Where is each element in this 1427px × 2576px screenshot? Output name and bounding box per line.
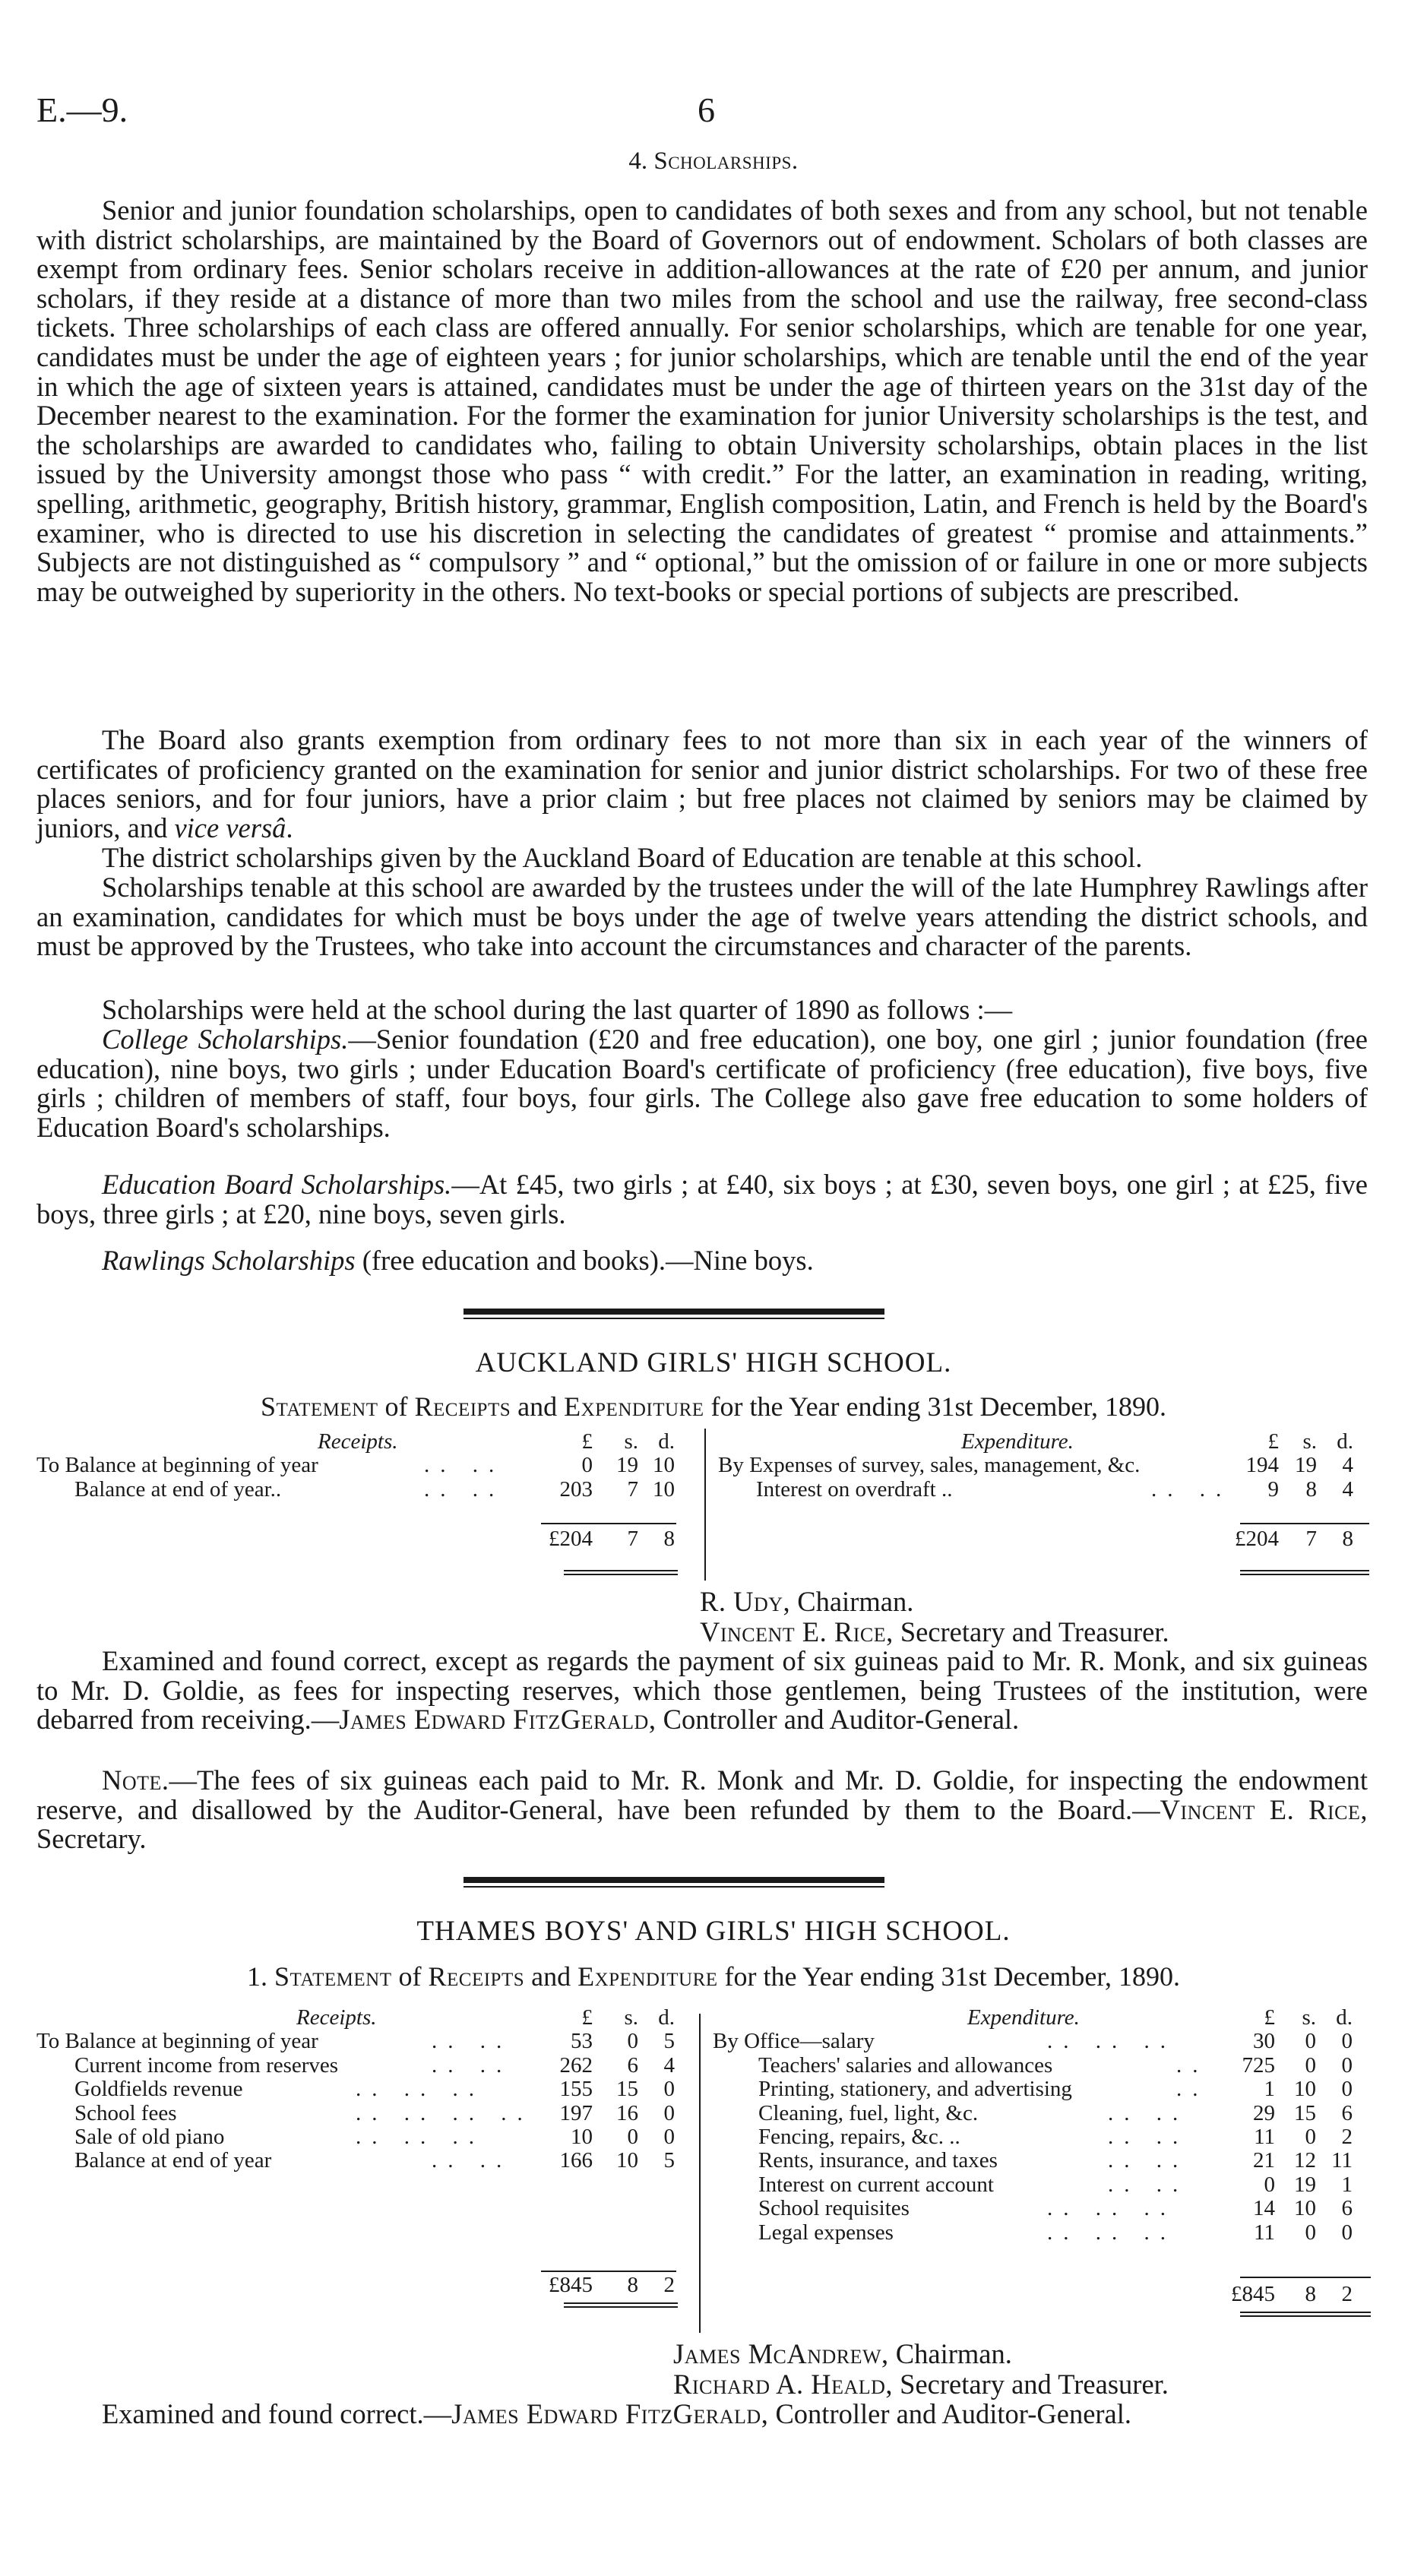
ledger-label: Printing, stationery, and advertising: [758, 2077, 1072, 2102]
ledger-label: By Office—salary: [713, 2029, 875, 2054]
amount-pounds: 166: [559, 2148, 593, 2173]
paragraph-text: —At £45, two girls ; at £40, six boys ; at £30, seven boys, one girl ; at £25, five boys, three girls ; at £20, nine boys, seven girls.: [36, 1169, 1368, 1229]
amount-shillings: 0: [1305, 2124, 1316, 2149]
paragraph-text: —Senior foundation (£20 and free education), one boy, one girl ; junior foundation (free education), nine boys, two girls ; under Education Board's certificate of proficiency (free education), five boys, five girls ; children of members of staff, four boys, four girls. The College also gave free education to some holders of Education Board's scholarships.: [36, 1024, 1368, 1143]
amount-shillings: 19: [1294, 2172, 1316, 2197]
statement-period: for the Year ending 31st December, 1890.: [717, 1961, 1180, 1992]
amount-shillings: 10: [1294, 2196, 1316, 2221]
scholarships-paragraph-7: [36, 1170, 1368, 1229]
receipts-sum-rule: [541, 1523, 676, 1524]
leader-dots: .. .. .. ..: [356, 2100, 533, 2125]
pence-col-header: d.: [1336, 2005, 1353, 2030]
pounds-col-header: £: [1267, 1429, 1279, 1454]
ledger-row: [713, 2125, 1374, 2149]
signatory-role: Chairman.: [888, 2338, 1012, 2369]
pounds-col-header: £: [581, 2005, 593, 2030]
note-role: Secretary.: [36, 1823, 147, 1855]
receipts-total-shillings: 8: [627, 2273, 638, 2297]
ledger-row: [36, 2149, 682, 2173]
note-label: Note.: [102, 1764, 169, 1796]
ledger-row: [36, 2125, 682, 2149]
leader-dots: .. ..: [432, 2052, 513, 2078]
paragraph-text: The Board also grants exemption from ordinary fees to not more than six in each year of the winners of certificates of proficiency granted on the examination for senior and junior district scholarships. For two of these free places seniors, and for four juniors, have a prior claim ; but free places not claimed by seniors may be claimed by juniors, and: [36, 724, 1368, 843]
section-number: 4.: [628, 147, 648, 175]
amount-pounds: 14: [1253, 2196, 1275, 2221]
expenditure-total-pounds: £204: [1235, 1527, 1279, 1551]
statement-of: of: [378, 1391, 415, 1422]
ledger-label: School fees: [74, 2100, 177, 2125]
scholarships-paragraph-8: [36, 1246, 1368, 1276]
amount-pence: 0: [1341, 2029, 1353, 2054]
thames-chairman-signature: [673, 2339, 1012, 2369]
ledger-row: [713, 2102, 1374, 2125]
latin-phrase: vice versâ: [174, 812, 286, 843]
scholarships-paragraph-1: Senior and junior foundation scholarships, open to candidates of both sexes and from any school, but not tenable with district scholarships, are maintained by the Board of Governors out of endowment. Scholars of both classes are exempt from ordinary fees. Senior scholars receive in addition-allowances at the rate of £20 per annum, and junior scholars, if they reside at a distance of more than two miles from the school and use the railway, free second-class tickets. Three scholarships of each class are offered annually. For senior scholarships, which are tenable for one year, candidates must be under the age of eighteen years ; for junior scholarships, which are tenable until the end of the year in which the age of sixteen years is attained, candidates must be under the age of thirteen years on the 31st day of the December nearest to the examination. For the former the examination for junior University scholarships is the test, and the scholarships are awarded to candidates who, failing to obtain University scholarships, obtain places in the list issued by the University amongst those who pass “ with credit.” For the latter, an examination in reading, writing, spelling, arithmetic, geography, British history, grammar, English composition, Latin, and French is held by the Board's examiner, who is directed to use his discretion in selecting the candidates of greatest “ promise and attainments.” Subjects are not distinguished as “ compulsory ” and “ optional,” but the omission of or failure in one or more subjects may be outweighed by superiority in the others. No text-books or special portions of subjects are prescribed.: [36, 195, 1368, 607]
amount-shillings: 15: [1294, 2100, 1316, 2125]
expenditure-total-shillings: 7: [1305, 1527, 1317, 1551]
leader-dots: .. ..: [1108, 2124, 1189, 2149]
leader-dots: .. .. ..: [356, 2124, 485, 2149]
receipts-total-pence: 8: [663, 1527, 675, 1551]
amount-pounds: 53: [571, 2029, 593, 2054]
section-heading-scholarships: [0, 147, 1427, 176]
pence-col-header: d.: [658, 1429, 675, 1454]
signatory-name: Vincent E. Rice,: [700, 1616, 894, 1647]
document-reference: E.—9.: [36, 90, 128, 129]
amount-pence: 0: [1341, 2220, 1353, 2245]
receipts-word: Receipts: [428, 1961, 525, 1992]
expenditure-word: Expenditure: [577, 1961, 718, 1992]
ledger-label: School requisites: [758, 2196, 910, 2221]
ledger-row: [713, 2221, 1374, 2245]
leader-dots: .. ..: [1151, 1476, 1232, 1502]
leader-dots: .. ..: [424, 1453, 505, 1478]
ledger-row: [713, 2197, 1374, 2220]
amount-pence: 0: [663, 2124, 675, 2149]
amount-shillings: 10: [1294, 2077, 1316, 2102]
signatory-role: Chairman.: [790, 1586, 914, 1617]
pence-col-header: d.: [1337, 1429, 1353, 1454]
paragraph-lead: Rawlings Scholarships: [102, 1245, 356, 1276]
amount-pounds: 155: [559, 2077, 593, 2102]
ledger-row: [36, 1454, 682, 1477]
auditor-name: James Edward FitzGerald,: [451, 2398, 769, 2429]
thames-receipts-table: [36, 2005, 682, 2297]
amount-shillings: 6: [627, 2052, 638, 2078]
scholarships-paragraph-6: [36, 1025, 1368, 1142]
amount-pounds: 1: [1264, 2077, 1275, 2102]
leader-dots: .. ..: [1108, 2100, 1189, 2125]
ledger-row: [36, 2030, 682, 2053]
thames-secretary-signature: [673, 2369, 1169, 2400]
ledger-row: [713, 2149, 1374, 2173]
auckland-title: AUCKLAND GIRLS' HIGH SCHOOL.: [475, 1347, 952, 1378]
receipts-total-rule: [564, 1570, 678, 1571]
auckland-expenditure-table: [718, 1429, 1372, 1551]
shillings-col-header: s.: [1302, 2005, 1316, 2030]
pounds-col-header: £: [1264, 2005, 1275, 2030]
paragraph-text: (free education and books).—Nine boys.: [355, 1245, 814, 1276]
receipts-total-pounds: £204: [549, 1527, 593, 1551]
expenditure-total-rule: [1240, 2312, 1371, 2313]
section-divider: [464, 1309, 884, 1315]
signatory-name: R. Udy,: [700, 1586, 791, 1617]
amount-pence: 0: [663, 2100, 675, 2125]
auditor-role: Controller and Auditor-General.: [656, 1704, 1020, 1736]
amount-shillings: 8: [1305, 1476, 1317, 1502]
amount-pounds: 10: [571, 2124, 593, 2149]
pounds-col-header: £: [581, 1429, 593, 1454]
paragraph-end: .: [286, 812, 293, 843]
scholarships-paragraph-3: The district scholarships given by the Auckland Board of Education are tenable at this school.: [102, 842, 1143, 873]
amount-pence: 2: [1341, 2124, 1353, 2149]
expenditure-word: Expenditure: [564, 1391, 704, 1422]
pence-col-header: d.: [658, 2005, 675, 2030]
ledger-label: Interest on overdraft ..: [756, 1476, 953, 1502]
ledger-label: To Balance at beginning of year: [36, 2029, 318, 2054]
statement-word: Statement: [261, 1391, 378, 1422]
amount-pounds: 9: [1267, 1476, 1279, 1502]
leader-dots: .. .. ..: [1047, 2029, 1176, 2054]
receipts-sum-rule: [541, 2271, 676, 2272]
note-text: —The fees of six guineas each paid to Mr. R. Monk and Mr. D. Goldie, for inspecting the endowment reserve, and disallowed by the Auditor-General, have been refunded by them to the Board.—: [36, 1764, 1368, 1825]
thames-title: THAMES BOYS' AND GIRLS' HIGH SCHOOL.: [416, 1916, 1011, 1947]
amount-pence: 1: [1341, 2172, 1353, 2197]
expenditure-total-pounds: £845: [1231, 2282, 1275, 2306]
section-title: Scholarships.: [653, 147, 799, 175]
amount-shillings: 0: [1305, 2029, 1316, 2054]
leader-dots: .. ..: [1108, 2172, 1189, 2197]
amount-pounds: 21: [1253, 2148, 1275, 2173]
amount-shillings: 0: [1305, 2220, 1316, 2245]
auckland-audit-statement: [36, 1647, 1368, 1735]
amount-pounds: 30: [1253, 2029, 1275, 2054]
leader-dots: .. .. ..: [356, 2077, 485, 2102]
ledger-label: By Expenses of survey, sales, management, &c.: [718, 1453, 1141, 1478]
auckland-column-divider: [704, 1429, 706, 1581]
ledger-label: Goldfields revenue: [74, 2077, 243, 2102]
amount-shillings: 15: [616, 2077, 638, 2102]
amount-pounds: 725: [1242, 2052, 1275, 2078]
leader-dots: .. ..: [432, 2029, 513, 2054]
ledger-label: Cleaning, fuel, light, &c.: [758, 2100, 979, 2125]
note-signatory: Vincent E. Rice,: [1160, 1793, 1368, 1825]
thames-expenditure-table: [713, 2005, 1374, 2306]
amount-pence: 4: [663, 2052, 675, 2078]
ledger-label: Sale of old piano: [74, 2124, 225, 2149]
leader-dots: ..: [1176, 2052, 1209, 2078]
amount-pounds: 11: [1254, 2124, 1275, 2149]
expenditure-total-rule-double: [1240, 1574, 1369, 1575]
thames-statement-heading: [0, 1960, 1427, 1992]
amount-pence: 6: [1341, 2196, 1353, 2221]
amount-pence: 6: [1341, 2100, 1353, 2125]
amount-pence: 0: [1341, 2052, 1353, 2078]
paragraph-lead: College Scholarships.: [102, 1024, 349, 1055]
expenditure-sum-rule: [1240, 2277, 1371, 2278]
statement-and: and: [524, 1961, 578, 1992]
ledger-label: Interest on current account: [758, 2172, 994, 2197]
amount-pence: 0: [663, 2077, 675, 2102]
section-divider: [464, 1877, 884, 1883]
ledger-label: Current income from reserves: [74, 2052, 339, 2078]
amount-shillings: 10: [616, 2148, 638, 2173]
expenditure-heading: Expenditure.: [967, 2005, 1080, 2030]
thames-audit-statement: [102, 2399, 1131, 2429]
expenditure-total-pence: 2: [1341, 2282, 1353, 2306]
statement-of: of: [391, 1961, 429, 1992]
expenditure-total-pence: 8: [1342, 1527, 1353, 1551]
auckland-receipts-table: [36, 1429, 682, 1551]
auditor-role: Controller and Auditor-General.: [768, 2398, 1132, 2429]
amount-pounds: 203: [559, 1476, 593, 1502]
receipts-total-rule-double: [564, 2306, 678, 2308]
expenditure-total-shillings: 8: [1305, 2282, 1316, 2306]
amount-shillings: 0: [1305, 2052, 1316, 2078]
signatory-role: Secretary and Treasurer.: [893, 1616, 1169, 1647]
auckland-note: [36, 1766, 1368, 1854]
receipts-heading: Receipts.: [296, 2005, 377, 2030]
amount-shillings: 0: [627, 2124, 638, 2149]
shillings-col-header: s.: [624, 2005, 638, 2030]
auckland-statement-heading: [0, 1391, 1427, 1422]
leader-dots: .. ..: [1108, 2148, 1189, 2173]
signatory-role: Secretary and Treasurer.: [893, 2369, 1169, 2400]
ledger-label: To Balance at beginning of year: [36, 1453, 318, 1478]
receipts-total-pence: 2: [663, 2273, 675, 2297]
receipts-word: Receipts: [414, 1391, 511, 1422]
auckland-chairman-signature: [700, 1587, 913, 1617]
amount-pence: 10: [653, 1476, 675, 1502]
amount-pence: 5: [663, 2029, 675, 2054]
receipts-total-rule: [564, 2302, 678, 2304]
scholarships-paragraph-5: Scholarships were held at the school during the last quarter of 1890 as follows :—: [102, 994, 1013, 1025]
expenditure-sum-rule: [1240, 1523, 1369, 1524]
auditor-name: James Edward FitzGerald,: [339, 1704, 657, 1736]
scholarships-paragraph-2: [36, 726, 1368, 843]
leader-dots: .. .. ..: [1047, 2196, 1176, 2221]
amount-pence: 4: [1342, 1476, 1353, 1502]
amount-shillings: 19: [1295, 1453, 1317, 1478]
amount-shillings: 0: [627, 2029, 638, 2054]
ledger-row: [713, 2173, 1374, 2197]
thames-column-divider: [699, 2014, 701, 2333]
signatory-name: Richard A. Heald,: [673, 2369, 894, 2400]
paragraph-lead: Education Board Scholarships.: [102, 1169, 452, 1200]
amount-pounds: 11: [1254, 2220, 1275, 2245]
signatory-name: James McAndrew,: [673, 2338, 889, 2369]
statement-word: Statement: [274, 1961, 392, 1992]
amount-pounds: 194: [1245, 1453, 1279, 1478]
receipts-total-shillings: 7: [627, 1527, 638, 1551]
amount-pence: 5: [663, 2148, 675, 2173]
ledger-row: [718, 1478, 1372, 1502]
amount-pounds: 0: [581, 1453, 593, 1478]
audit-text: Examined and found correct, except as regards the payment of six guineas paid to Mr. R. Monk, and six guineas to Mr. D. Goldie, as fees for inspecting reserves, which those gentlemen, being Trustees of the institution, were debarred from receiving.—: [36, 1645, 1368, 1736]
audit-text: Examined and found correct.—: [102, 2398, 452, 2429]
ledger-row: [36, 2102, 682, 2125]
amount-shillings: 12: [1294, 2148, 1316, 2173]
amount-pounds: 197: [559, 2100, 593, 2125]
leader-dots: .. .. ..: [1047, 2220, 1176, 2245]
statement-and: and: [511, 1391, 565, 1422]
ledger-label: Teachers' salaries and allowances: [758, 2052, 1053, 2078]
ledger-label: Fencing, repairs, &c. ..: [758, 2124, 960, 2149]
statement-period: for the Year ending 31st December, 1890.: [704, 1391, 1166, 1422]
receipts-heading: Receipts.: [318, 1429, 398, 1454]
auckland-secretary-signature: [700, 1617, 1169, 1647]
amount-pence: 4: [1342, 1453, 1353, 1478]
ledger-label: Legal expenses: [758, 2220, 894, 2245]
receipts-total-rule-double: [564, 1574, 678, 1575]
expenditure-total-rule-double: [1240, 2315, 1371, 2317]
receipts-total-pounds: £845: [549, 2273, 593, 2297]
scholarships-paragraph-4: Scholarships tenable at this school are awarded by the trustees under the will of the late Humphrey Rawlings after an examination, candidates for which must be boys under the age of twelve years attending the district schools, and must be approved by the Trustees, who take into account the circumstances and character of the parents.: [36, 872, 1368, 962]
ledger-label: Balance at end of year..: [74, 1476, 282, 1502]
amount-pounds: 0: [1264, 2172, 1275, 2197]
ledger-row: [713, 2054, 1374, 2078]
statement-number: 1.: [247, 1961, 275, 1992]
expenditure-total-rule: [1240, 1570, 1369, 1571]
ledger-row: [36, 1478, 682, 1502]
leader-dots: ..: [1176, 2077, 1209, 2102]
amount-pence: 10: [653, 1453, 675, 1478]
amount-pounds: 29: [1253, 2100, 1275, 2125]
amount-pence: 0: [1341, 2077, 1353, 2102]
ledger-label: Rents, insurance, and taxes: [758, 2148, 998, 2173]
leader-dots: .. ..: [432, 2148, 513, 2173]
shillings-col-header: s.: [1302, 1429, 1317, 1454]
ledger-label: Balance at end of year: [74, 2148, 272, 2173]
leader-dots: .. ..: [424, 1476, 505, 1502]
ledger-row: [718, 1454, 1372, 1477]
amount-shillings: 16: [616, 2100, 638, 2125]
amount-pounds: 262: [559, 2052, 593, 2078]
amount-shillings: 19: [616, 1453, 638, 1478]
ledger-row: [713, 2078, 1374, 2101]
page-number: 6: [698, 90, 715, 129]
ledger-row: [36, 2078, 682, 2101]
amount-shillings: 7: [627, 1476, 638, 1502]
shillings-col-header: s.: [624, 1429, 638, 1454]
ledger-row: [36, 2054, 682, 2078]
amount-pence: 11: [1331, 2148, 1353, 2173]
expenditure-heading: Expenditure.: [961, 1429, 1074, 1454]
ledger-row: [713, 2030, 1374, 2053]
